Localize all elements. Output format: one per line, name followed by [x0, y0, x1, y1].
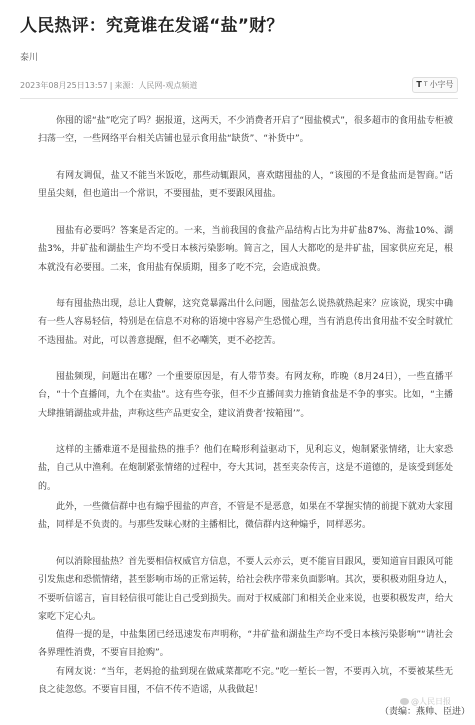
source-link[interactable]: 人民网-观点频道 [138, 81, 198, 90]
paragraph-7: 此外，一些微信群中也有煽乎囤盐的声音，不管是不是恶意，如果在不掌握实情的前提下就劝大家囤盐，同样是不负责的。与那些发昧心财的主播相比，微信群内这种煽乎，同样恶劣。 [38, 502, 453, 531]
publish-date: 2023年08月25日13:57 [20, 81, 108, 90]
font-size-icon: T [416, 80, 422, 89]
paragraph-1: 你囤的谣“盐”吃完了吗？据报道，这两天，不少消费者开启了“囤盐模式”，很多超市的食用盐专柜被扫荡一空，一些网络平台相关店铺也显示食用盐“缺货”、“补货中”。 [38, 116, 453, 145]
paragraph-6: 这样的主播难道不是囤盐热的推手？他们在畸形利益驱动下，见利忘义，炮制紧张情绪，让大家恐盐，自己从中渔利。在炮制紧张情绪的过程中，夸大其词，甚至夹杂传言，这是不道德的，是该受到惩处的。 [38, 445, 453, 492]
paragraph-9: 值得一提的是，中盐集团已经迅速发布声明称，“井矿盐和湖盐生产均不受日本核污染影响”“请社会各界理性消费，不要盲目抢购”。 [38, 630, 453, 659]
article-meta [20, 80, 197, 92]
paragraph-4: 每有囤盐热出现，总让人費解，这究竟暴露出什么问题，囤盐怎么说热就热起来？应该说，现实中确有一些人容易轻信，特别是在信息不对称的语境中容易产生恐慌心理，当有消息传出食用盐不安全时就忙不迭囤盐。对此，可以善意提醒，但不必嘲笑，更不必挖苦。 [38, 299, 453, 346]
font-size-icon-small: T [423, 81, 428, 88]
paragraph-2: 有网友调侃，盐又不能当米饭吃，那些动辄跟风，喜欢瞎囤盐的人，“该囤的不是食盐而是智商。”话里虽尖刻，但也道出一个常识，不要囤盐，更不要跟风囤盐。 [38, 171, 453, 200]
header-divider [20, 98, 458, 99]
editor-credit: （责编：燕帅、臣进） [380, 707, 471, 717]
font-size-toggle-label: 小字号 [429, 80, 454, 89]
paragraph-3: 囤盐有必要吗？答案是否定的。一来，当前我国的食盐产品结构占比为井矿盐87%、海盐10%、湖盐3%，井矿盐和湖盐生产均不受日本核污染影响。简言之，国人大都吃的是井矿盐，国家供应充足，根本就没有必要囤。二来，食用盐有保质期，囤多了吃不完，会造成浪费。 [38, 226, 453, 273]
paragraph-8: 何以消除囤盐热？首先要相信权威官方信息，不要人云亦云，更不能盲目跟风，要知道盲目跟风可能引发焦虑和恐慌情绪，甚至影响市场的正常运转，给社会秩序带来负面影响。其次，要积极劝阻身边人，不要听信谣言，盲目轻信很可能让自己受到损失。而对于权威部门和相关企业来说，也要积极发声，给大家吃下定心丸。 [38, 557, 453, 623]
article-author: 泰川 [20, 53, 39, 63]
paragraph-5: 囤盐频现，问题出在哪？一个重要原因是，有人带节奏。有网友称，昨晚（8月24日），一些直播平台，“十个直播间，九个在卖盐”。这有些夸张，但不少直播间卖力推销食盐是不争的事实。比如，“主播大肆推销湖盐或井盐，声称这些产品更安全，建议消费者‘按箱囤’”。 [38, 372, 453, 419]
source-label: 来源： [114, 81, 139, 90]
meta-separator: | [109, 81, 113, 90]
weibo-icon [400, 698, 409, 705]
watermark-text: @人民日报 [411, 697, 451, 706]
paragraph-10: 有网友说：“当年，老妈抢的盐到现在做咸菜都吃不完。”吃一堑长一智，不要再入坑，不要被某些无良之徒忽悠。不要盲目囤，不信不传不造谣，从我做起！ [38, 667, 453, 696]
article-title: 人民热评：究竟谁在发谣“盐”财？ [20, 16, 284, 36]
font-size-toggle-button[interactable] [412, 77, 458, 93]
